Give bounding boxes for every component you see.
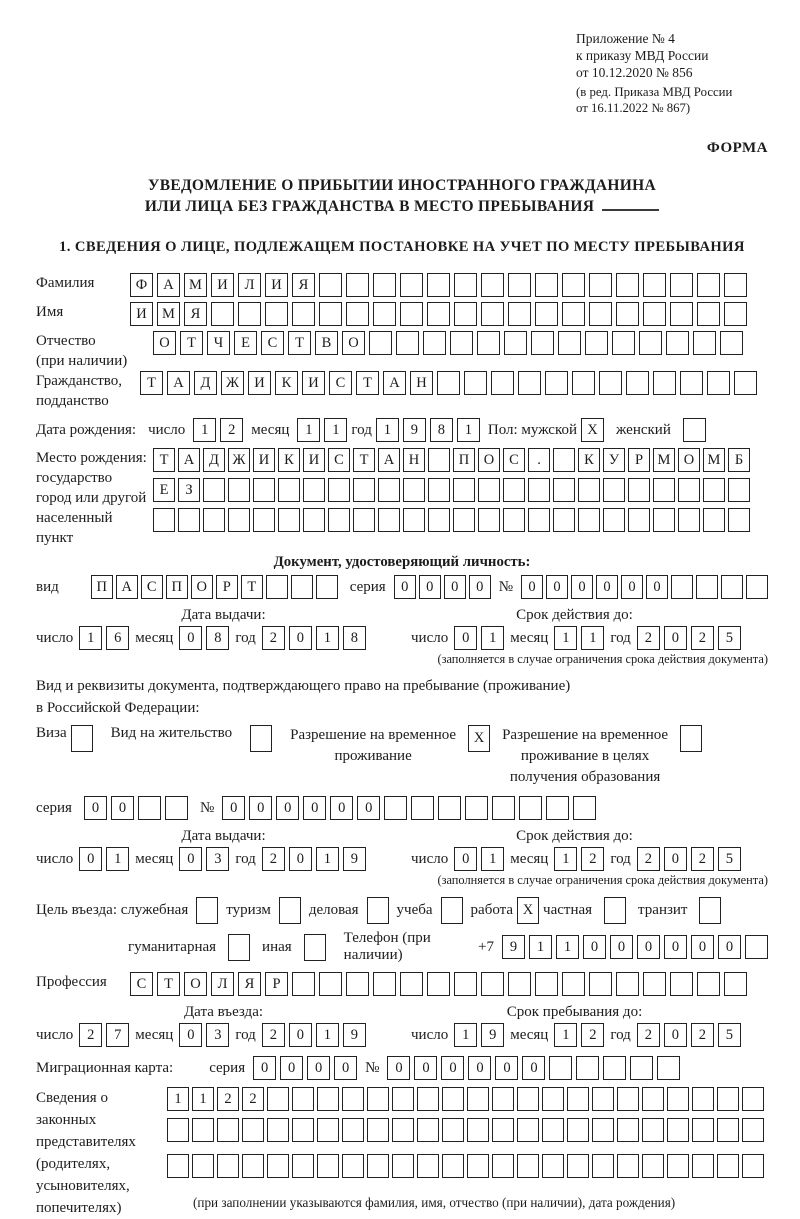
id-issue-year-field[interactable]: 2 0 1 8 [262, 626, 366, 650]
guardians-label: Сведения о законных представителях (родителях, усыновителях, попечителях) [36, 1090, 136, 1216]
annex-line-1: Приложение № 4 [576, 31, 675, 46]
birth-place-field-row1[interactable]: Т А Д Ж И К И С Т А Н П О С . К У Р М О М Б [153, 448, 750, 472]
number-sign: № [365, 1059, 380, 1076]
form-label: ФОРМА [706, 140, 768, 156]
entry-year-field[interactable]: 2 0 1 9 [262, 1023, 366, 1047]
res-series-field[interactable]: 0 0 [84, 796, 188, 820]
doc-type-label: вид [36, 578, 59, 595]
id-issue-date-group [36, 626, 411, 650]
patronymic-label: Отчество (при наличии) [36, 333, 128, 369]
res-issue-year-field[interactable]: 2 0 1 9 [262, 847, 366, 871]
doc-number-field[interactable]: 0 0 0 0 0 0 [521, 575, 768, 599]
purpose-other-checkbox[interactable] [304, 934, 326, 961]
surname-label: Фамилия [36, 275, 95, 291]
res-valid-date-group [411, 847, 741, 871]
visa-label: Виза [36, 725, 67, 741]
annex-line-5: от 16.11.2022 № 867) [576, 101, 691, 115]
year-label: год [235, 850, 256, 867]
number-sign: № [498, 578, 513, 595]
temp-permit-label: Разрешение на временное проживание [290, 727, 457, 764]
birth-place-field-row3[interactable] [153, 508, 750, 532]
patronymic-field[interactable]: О Т Ч Е С Т В О [153, 331, 743, 355]
res-valid-day-field[interactable]: 0 1 [454, 847, 504, 871]
purpose-official-checkbox[interactable] [196, 897, 218, 924]
annex-block [576, 30, 768, 116]
purpose-private-label: частная [543, 902, 593, 918]
month-label: месяц [135, 850, 174, 867]
sex-female-label: женский [616, 421, 671, 438]
edu-permit-label: Разрешение на временное проживание в целях получения образования [502, 727, 669, 785]
day-label: число [36, 1026, 74, 1043]
res-issue-date-group [36, 847, 411, 871]
birth-date-label: Дата рождения: [36, 421, 137, 438]
year-label: год [235, 629, 256, 646]
entry-day-field[interactable]: 2 7 [79, 1023, 129, 1047]
day-label: число [411, 850, 449, 867]
purpose-business-label: деловая [308, 902, 359, 918]
year-label: год [610, 850, 631, 867]
purpose-work-checkbox[interactable]: X [517, 897, 539, 924]
id-valid-until-header: Срок действия до: [516, 607, 633, 623]
sex-female-checkbox[interactable] [683, 418, 706, 442]
id-valid-month-field[interactable]: 1 1 [554, 626, 604, 650]
birth-place-label: Место рождения: государство город или другой населенный пункт [36, 450, 147, 546]
stay-month-field[interactable]: 1 2 [554, 1023, 604, 1047]
profession-label: Профессия [36, 974, 107, 990]
page-title [36, 175, 768, 217]
residence-doc-text: Вид и реквизиты документа, подтверждающего право на пребывание (проживание) в Российской Федерации: [36, 678, 571, 716]
stay-until-group [411, 1023, 741, 1047]
edu-permit-checkbox[interactable] [680, 725, 702, 752]
guardians-field-row1[interactable]: 1 1 2 2 [167, 1087, 764, 1111]
title-line-1: УВЕДОМЛЕНИЕ О ПРИБЫТИИ ИНОСТРАННОГО ГРАЖДАНИНА [148, 177, 656, 194]
residence-permit-label: Вид на жительство [110, 725, 233, 741]
purpose-tourism-checkbox[interactable] [279, 897, 301, 924]
phone-prefix: +7 [478, 938, 494, 955]
res-issue-month-field[interactable]: 0 3 [179, 847, 229, 871]
given-name-field[interactable]: И М Я [130, 302, 747, 326]
res-number-field[interactable]: 0 0 0 0 0 0 [222, 796, 596, 820]
entry-month-field[interactable]: 0 3 [179, 1023, 229, 1047]
res-valid-until-header: Срок действия до: [516, 828, 633, 844]
phone-label: Телефон (при наличии) [343, 930, 431, 963]
visa-checkbox[interactable] [71, 725, 93, 752]
section1-heading: 1. СВЕДЕНИЯ О ЛИЦЕ, ПОДЛЕЖАЩЕМ ПОСТАНОВКЕ НА УЧЕТ ПО МЕСТУ ПРЕБЫВАНИЯ [59, 239, 745, 255]
purpose-humanitarian-label: гуманитарная [128, 938, 217, 955]
residence-doc-options [36, 725, 768, 788]
phone-field[interactable]: 9 1 1 0 0 0 0 0 0 [502, 935, 768, 959]
day-label: число [36, 850, 74, 867]
annex-line-4: (в ред. Приказа МВД России [576, 85, 733, 99]
month-label: месяц [135, 1026, 174, 1043]
doc-type-field[interactable]: П А С П О Р Т [91, 575, 338, 599]
birth-year-field[interactable]: 1 9 8 1 [376, 418, 480, 442]
id-valid-day-field[interactable]: 0 1 [454, 626, 504, 650]
blank-underline [602, 199, 659, 211]
series-label: серия [209, 1059, 246, 1076]
migration-card-label: Миграционная карта: [36, 1059, 174, 1076]
migration-card-series-field[interactable]: 0 0 0 0 [253, 1056, 357, 1080]
id-issue-day-field[interactable]: 1 6 [79, 626, 129, 650]
guardians-note: (при заполнении указываются фамилия, имя, отчество (при наличии), дата рождения) [193, 1195, 676, 1210]
series-label: серия [36, 799, 72, 816]
purpose-private-checkbox[interactable] [604, 897, 626, 924]
res-valid-year-field[interactable]: 2 0 2 5 [637, 847, 741, 871]
res-issue-date-header: Дата выдачи: [181, 828, 266, 844]
res-valid-note: (заполняется в случае ограничения срока действия документа) [437, 873, 768, 887]
surname-field[interactable]: Ф А М И Л И Я [130, 273, 747, 297]
profession-field[interactable]: С Т О Л Я Р [130, 972, 747, 996]
sex-male-checkbox[interactable]: X [581, 418, 604, 442]
month-label: месяц [251, 421, 290, 438]
temp-permit-checkbox[interactable]: X [468, 725, 490, 752]
visit-purpose-label: Цель въезда: служебная [36, 902, 189, 918]
year-label: год [610, 629, 631, 646]
guardians-field-row3[interactable] [167, 1154, 764, 1178]
given-name-label: Имя [36, 304, 64, 320]
number-sign: № [199, 799, 215, 816]
year-label: год [610, 1026, 631, 1043]
year-label: год [235, 1026, 256, 1043]
day-label: число [36, 629, 74, 646]
id-valid-date-group [411, 626, 741, 650]
stay-day-field[interactable]: 1 9 [454, 1023, 504, 1047]
purpose-transit-label: транзит [638, 902, 688, 918]
res-valid-month-field[interactable]: 1 2 [554, 847, 604, 871]
birth-place-field-row2[interactable]: Е З [153, 478, 750, 502]
day-label: число [411, 1026, 449, 1043]
id-issue-month-field[interactable]: 0 8 [179, 626, 229, 650]
purpose-other-label: иная [262, 938, 292, 955]
entry-date-header: Дата въезда: [183, 1004, 264, 1020]
purpose-transit-checkbox[interactable] [699, 897, 721, 924]
id-valid-note: (заполняется в случае ограничения срока действия документа) [437, 652, 768, 666]
identity-doc-heading: Документ, удостоверяющий личность: [273, 554, 531, 570]
res-issue-day-field[interactable]: 0 1 [79, 847, 129, 871]
title-line-2: ИЛИ ЛИЦА БЕЗ ГРАЖДАНСТВА В МЕСТО ПРЕБЫВАНИЯ [144, 198, 595, 215]
citizenship-field[interactable]: Т А Д Ж И К И С Т А Н [140, 371, 757, 395]
month-label: месяц [510, 629, 549, 646]
id-issue-date-header: Дата выдачи: [181, 607, 266, 623]
doc-series-field[interactable]: 0 0 0 0 [394, 575, 491, 599]
stay-until-header: Срок пребывания до: [506, 1004, 643, 1020]
purpose-study-checkbox[interactable] [441, 897, 463, 924]
annex-line-2: к приказу МВД России [576, 48, 709, 63]
purpose-tourism-label: туризм [226, 902, 271, 918]
purpose-business-checkbox[interactable] [367, 897, 389, 924]
entry-date-group [36, 1023, 411, 1047]
citizenship-label: Гражданство, подданство [36, 373, 123, 409]
month-label: месяц [135, 629, 174, 646]
birth-month-field[interactable]: 1 1 [297, 418, 347, 442]
purpose-study-label: учеба [396, 902, 433, 918]
purpose-humanitarian-checkbox[interactable] [228, 934, 250, 961]
year-label: год [351, 421, 372, 438]
day-label: число [411, 629, 449, 646]
purpose-work-label: работа [470, 902, 514, 918]
annex-line-3: от 10.12.2020 № 856 [576, 65, 693, 80]
sex-male-label: Пол: мужской [487, 421, 578, 438]
series-label: серия [349, 578, 386, 595]
guardians-field-row2[interactable] [167, 1118, 764, 1142]
birth-day-field[interactable]: 1 2 [193, 418, 243, 442]
day-label: число [148, 421, 186, 438]
migration-card-number-field[interactable]: 0 0 0 0 0 0 [387, 1056, 680, 1080]
id-valid-year-field[interactable]: 2 0 2 5 [637, 626, 741, 650]
month-label: месяц [510, 850, 549, 867]
month-label: месяц [510, 1026, 549, 1043]
stay-year-field[interactable]: 2 0 2 5 [637, 1023, 741, 1047]
residence-permit-checkbox[interactable] [250, 725, 272, 752]
